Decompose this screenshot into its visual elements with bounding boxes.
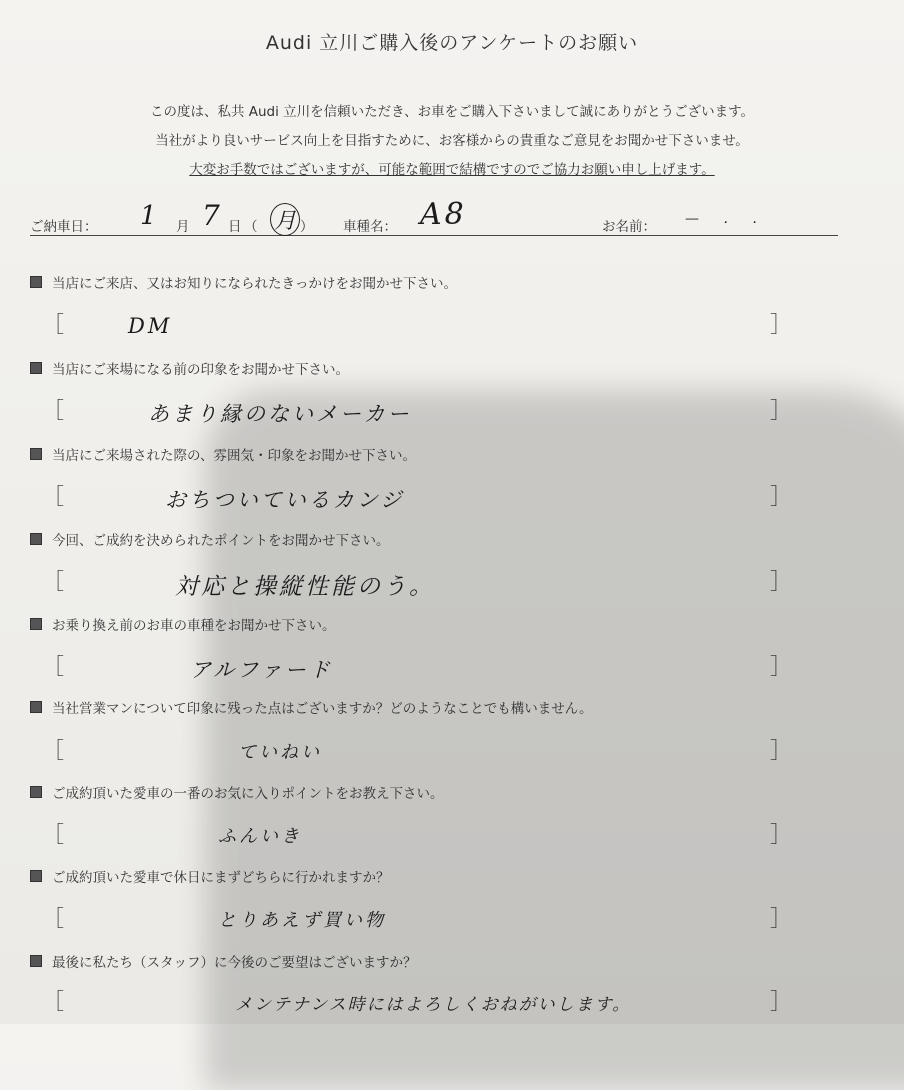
answer-7[interactable]: ふんいき (218, 826, 302, 847)
checkbox-square-icon (30, 533, 42, 545)
answer-bracket-close: ］ (770, 739, 793, 764)
question-8 (30, 866, 390, 886)
answer-bracket-close: ］ (770, 399, 793, 424)
name-label: お名前： (602, 219, 656, 235)
survey-title: Audi 立川ご購入後のアンケートのお願い (265, 32, 639, 54)
answer-bracket-open: ［ (42, 655, 65, 680)
intro-line-2: 当社がより良いサービス向上を目指すために、お客様からの貴重なご意見をお聞かせ下さいませ。 (155, 133, 749, 149)
answer-4[interactable]: 対応と操縦性能のう。 (175, 574, 435, 600)
question-text: ご成約頂いた愛車の一番のお気に入りポイントをお教え下さい。 (52, 786, 444, 802)
model-label: 車種名： (343, 219, 397, 235)
info-row (30, 197, 838, 236)
answer-bracket-open: ［ (42, 823, 65, 848)
question-5 (30, 614, 336, 634)
checkbox-square-icon (30, 870, 42, 882)
answer-3[interactable]: おちついているカンジ (165, 488, 405, 512)
answer-5[interactable]: アルファード (190, 658, 333, 682)
answer-bracket-open: ［ (42, 570, 65, 595)
checkbox-square-icon (30, 448, 42, 460)
question-text: 当店にご来場になる前の印象をお聞かせ下さい。 (52, 362, 349, 378)
question-text: 当店にご来場された際の、雰囲気・印象をお聞かせ下さい。 (52, 448, 416, 464)
delivery-day-value[interactable]: 7 (202, 199, 220, 232)
question-text: 当社営業マンについて印象に残った点はございますか？どのようなことでも構いません。 (52, 701, 593, 717)
question-6 (30, 697, 593, 717)
question-9 (30, 951, 417, 971)
question-1 (30, 272, 457, 292)
answer-bracket-close: ］ (770, 990, 793, 1015)
question-text: 今回、ご成約を決められたポイントをお聞かせ下さい。 (52, 533, 390, 549)
question-text: ご成約頂いた愛車で休日にまずどちらに行かれますか？ (52, 870, 390, 886)
answer-bracket-close: ］ (770, 313, 793, 338)
delivery-weekday-value[interactable]: 月 (270, 203, 300, 236)
answer-bracket-open: ［ (42, 739, 65, 764)
weekday-close-paren: ） (300, 219, 314, 235)
intro-line-1: この度は、私共 Audi 立川を信頼いただき、お車をご購入下さいまして誠にありがとうございます。 (149, 104, 755, 120)
question-text: お乗り換え前のお車の車種をお聞かせ下さい。 (52, 618, 336, 634)
answer-2[interactable]: あまり縁のないメーカー (148, 402, 412, 426)
weekday-open-paren: （ (244, 219, 258, 235)
name-value[interactable]: — . . (685, 211, 767, 227)
checkbox-square-icon (30, 618, 42, 630)
answer-bracket-close: ］ (770, 655, 793, 680)
delivery-month-value[interactable]: 1 (140, 201, 157, 231)
day-label: 日 (228, 219, 242, 235)
question-2 (30, 358, 349, 378)
checkbox-square-icon (30, 701, 42, 713)
answer-1[interactable]: DM (128, 314, 173, 338)
question-text: 最後に私たち（スタッフ）に今後のご要望はございますか？ (52, 955, 417, 971)
answer-bracket-open: ［ (42, 485, 65, 510)
delivery-date-label: ご納車日： (30, 219, 98, 235)
answer-bracket-close: ］ (770, 907, 793, 932)
checkbox-square-icon (30, 955, 42, 967)
answer-6[interactable]: ていねい (238, 742, 322, 763)
question-7 (30, 782, 444, 802)
checkbox-square-icon (30, 786, 42, 798)
answer-8[interactable]: とりあえず買い物 (218, 910, 386, 931)
answer-bracket-close: ］ (770, 823, 793, 848)
answer-bracket-open: ［ (42, 990, 65, 1015)
checkbox-square-icon (30, 362, 42, 374)
answer-bracket-open: ［ (42, 399, 65, 424)
intro-text (0, 98, 904, 185)
answer-bracket-close: ］ (770, 485, 793, 510)
intro-line-3: 大変お手数ではございますが、可能な範囲で結構ですのでご協力お願い申し上げます。 (189, 162, 715, 178)
question-4 (30, 529, 390, 549)
model-value[interactable]: A8 (420, 197, 467, 232)
question-3 (30, 444, 416, 464)
answer-bracket-close: ］ (770, 570, 793, 595)
question-text: 当店にご来店、又はお知りになられたきっかけをお聞かせ下さい。 (52, 276, 457, 292)
answer-9[interactable]: メンテナンス時にはよろしくおねがいします。 (235, 995, 632, 1015)
answer-bracket-open: ［ (42, 907, 65, 932)
answer-bracket-open: ［ (42, 313, 65, 338)
checkbox-square-icon (30, 276, 42, 288)
month-label: 月 (176, 219, 190, 235)
